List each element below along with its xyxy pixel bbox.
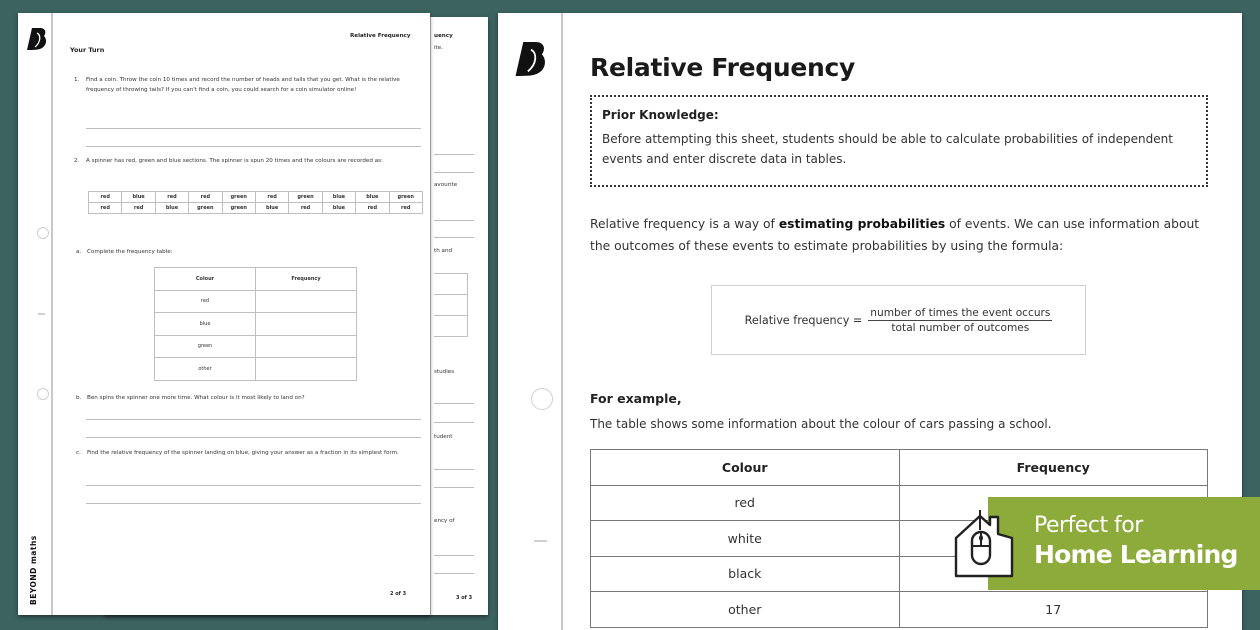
fold-mark — [534, 540, 547, 542]
table-row — [89, 203, 423, 214]
table-cell: red — [189, 192, 222, 203]
part-a-text: Complete the frequency table: — [87, 249, 173, 255]
table-cell: blue — [255, 203, 288, 214]
answer-line[interactable] — [86, 419, 421, 420]
table-cell: blue — [322, 192, 355, 203]
answer-cell[interactable] — [256, 313, 357, 336]
table-cell: red — [89, 203, 122, 214]
table-cell: green — [189, 203, 222, 214]
question-number: 1. — [74, 77, 80, 83]
formula-lhs: Relative frequency = — [744, 313, 863, 327]
answer-line[interactable] — [86, 503, 421, 504]
table-cell: green — [222, 192, 255, 203]
margin-line — [561, 13, 563, 630]
frequency-table-blank — [154, 267, 357, 381]
answer-line[interactable] — [86, 485, 421, 486]
page-number: 2 of 3 — [390, 591, 407, 597]
part-label: c. — [76, 450, 81, 456]
back-text-fragment: ite. — [434, 45, 443, 51]
table-cell: red — [356, 203, 389, 214]
question-1-text: Find a coin. Throw the coin 10 times and record the number of heads and tails that you get. What is the relative frequency of throwing tails? If you can't find a coin, you could search for a coin simulator online! — [86, 77, 400, 93]
table-row — [155, 290, 357, 313]
answer-line[interactable] — [86, 146, 421, 147]
answer-line[interactable] — [86, 437, 421, 438]
page-number: 3 of 3 — [456, 595, 473, 601]
table-cell: black — [591, 556, 900, 592]
punch-hole — [531, 388, 553, 410]
table-cell: green — [389, 192, 422, 203]
answer-line[interactable] — [86, 128, 421, 129]
formula-box — [711, 285, 1086, 355]
back-text-fragment: tudent — [434, 434, 453, 440]
table-cell: green — [289, 192, 322, 203]
table-row — [155, 358, 357, 381]
prior-knowledge-text: Before attempting this sheet, students should be able to calculate probabilities of independent events and enter discrete data in tables. — [602, 132, 1173, 166]
table-cell: red — [255, 192, 288, 203]
brand-logo-icon — [514, 39, 548, 79]
table-cell: blue — [322, 203, 355, 214]
punch-hole — [37, 388, 49, 400]
intro-bold-text: estimating probabilities — [778, 217, 946, 231]
table-cell: green — [155, 335, 256, 358]
table-cell: white — [591, 521, 900, 557]
page-title: Relative Frequency — [590, 53, 856, 82]
table-cell: 17 — [899, 592, 1208, 628]
vertical-brand-text: BEYOND maths — [29, 535, 38, 605]
table-cell: blue — [356, 192, 389, 203]
answer-cell[interactable] — [256, 358, 357, 381]
part-label: b. — [76, 395, 82, 401]
table-cell: other — [591, 592, 900, 628]
left-worksheet-page — [18, 13, 490, 615]
back-text-fragment: ency of — [434, 518, 455, 524]
table-cell: blue — [155, 313, 256, 336]
table-header: Frequency — [899, 450, 1208, 486]
house-mouse-icon — [950, 508, 1022, 580]
table-row — [591, 592, 1208, 628]
page-header-title: Relative Frequency — [350, 33, 411, 39]
back-text-fragment: avourite — [434, 182, 458, 188]
badge-text-line2: Home Learning — [1034, 540, 1238, 569]
table-row — [591, 450, 1208, 486]
table-cell: other — [155, 358, 256, 381]
table-row — [155, 335, 357, 358]
punch-hole — [37, 227, 49, 239]
formula-fraction — [868, 307, 1052, 334]
table-header: Colour — [155, 268, 256, 291]
section-title: Your Turn — [70, 46, 105, 54]
table-row — [89, 192, 423, 203]
spinner-results-table — [88, 191, 423, 214]
fold-mark — [38, 313, 45, 315]
formula-denominator: total number of outcomes — [891, 321, 1030, 334]
intro-text: of events. We can use information about the outcomes of these events to estimate probabilities by using the formula: — [590, 217, 1200, 253]
table-cell: green — [222, 203, 255, 214]
table-cell: blue — [155, 203, 188, 214]
badge-text-line1: Perfect for — [1034, 513, 1143, 538]
part-c-text: Find the relative frequency of the spinner landing on blue, giving your answer as a fraction in its simplest form. — [87, 450, 399, 456]
table-cell: red — [591, 485, 900, 521]
question-number: 2. — [74, 158, 80, 164]
table-row — [155, 313, 357, 336]
table-cell: blue — [122, 192, 155, 203]
table-cell: red — [89, 192, 122, 203]
example-text: The table shows some information about the colour of cars passing a school. — [590, 417, 1052, 431]
prior-knowledge-box — [590, 95, 1208, 187]
table-cell: red — [155, 290, 256, 313]
part-b-text: Ben spins the spinner one more time. What colour is it most likely to land on? — [87, 395, 305, 401]
brand-logo-icon — [26, 27, 48, 51]
back-text-fragment: th and — [434, 248, 453, 254]
back-text-fragment: studies — [434, 369, 455, 375]
table-cell: red — [389, 203, 422, 214]
table-header: Colour — [591, 450, 900, 486]
formula-numerator: number of times the event occurs — [870, 306, 1051, 319]
part-label: a. — [76, 249, 82, 255]
question-2-text: A spinner has red, green and blue sections. The spinner is spun 20 times and the colours are recorded as: — [86, 158, 383, 164]
answer-cell[interactable] — [256, 290, 357, 313]
table-cell: red — [289, 203, 322, 214]
intro-paragraph — [590, 213, 1212, 257]
margin-line — [51, 13, 53, 615]
table-header: Frequency — [256, 268, 357, 291]
prior-knowledge-title: Prior Knowledge: — [602, 108, 719, 122]
answer-cell[interactable] — [256, 335, 357, 358]
table-cell: red — [122, 203, 155, 214]
intro-text: Relative frequency is a way of — [590, 217, 779, 231]
table-cell: red — [155, 192, 188, 203]
example-title: For example, — [590, 391, 682, 406]
back-header-fragment: uency — [434, 33, 453, 39]
table-row — [155, 268, 357, 291]
